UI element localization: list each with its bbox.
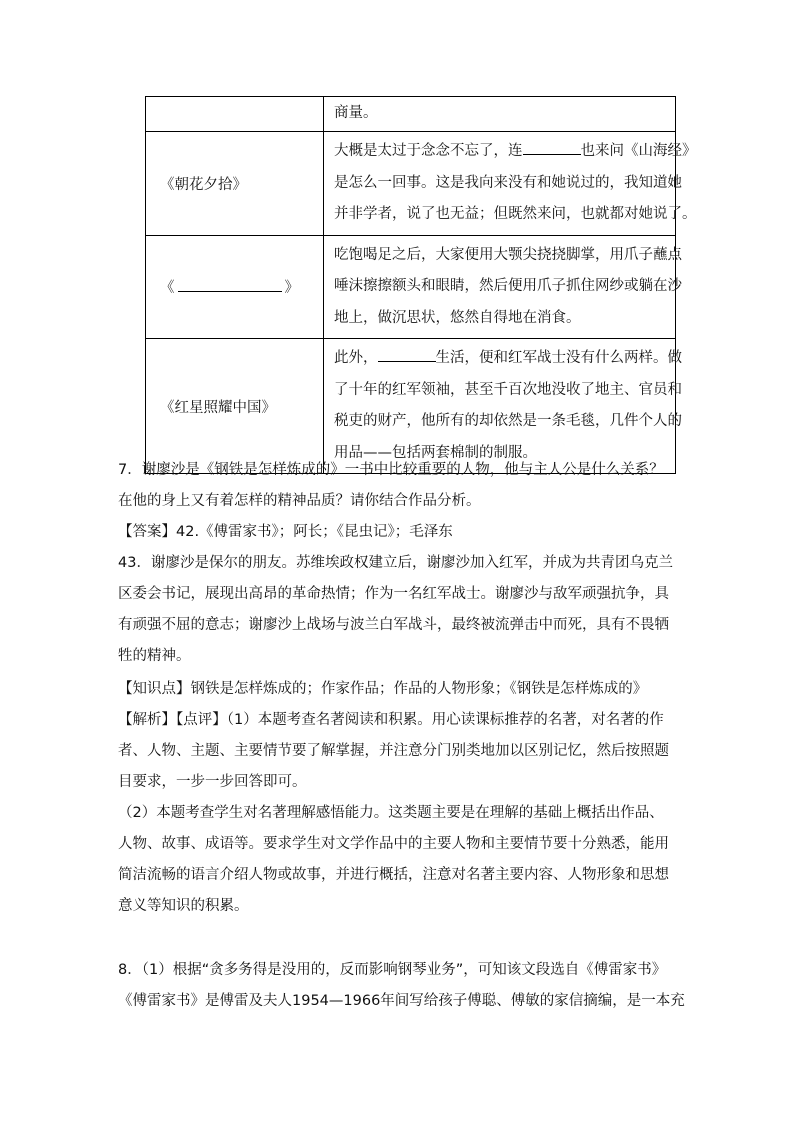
question-8 [118, 955, 685, 1017]
works-table [145, 96, 697, 474]
analysis-line: 【解析】【点评】（1）本题考查名著阅读和积累。用心读课标推荐的名著，对名著的作 [118, 712, 664, 728]
answer-line: 【答案】42.《傅雷家书》；阿长；《昆虫记》；毛泽东 [118, 524, 453, 540]
analysis-line: （2）本题考查学生对名著理解感悟能力。这类题主要是在理解的基础上概括出作品、 [118, 805, 664, 821]
table-cell-title: 《红星照耀中国》 [146, 339, 324, 474]
table-cell-title: 《朝花夕拾》 [146, 132, 324, 236]
table-row [146, 339, 676, 474]
knowledge-line: 【知识点】钢铁是怎样炼成的；作家作品；作品的人物形象；《钢铁是怎样炼成的》 [118, 681, 648, 697]
analysis-line: 者、人物、主题、主要情节要了解掌握，并注意分门别类地加以区别记忆，然后按照题 [118, 743, 669, 759]
table-text-line: 吃饱喝足之后，大家便用大颚尖挠挠脚掌，用爪子蘸点 [334, 246, 682, 263]
table-text-line: 税吏的财产，他所有的却依然是一条毛毯，几件个人的 [334, 413, 682, 429]
table-text-line: 唾沫擦擦额头和眼睛，然后便用爪子抓住网纱或躺在沙 [334, 278, 682, 294]
table-row [146, 235, 676, 339]
table-cell-title: 《 》 [146, 235, 324, 339]
table-text-line: 是怎么一回事。这是我向来没有和她说过的，我知道她 [334, 174, 682, 191]
analysis-section [118, 705, 678, 922]
table-cell-text [324, 97, 676, 132]
table-cell-title [146, 97, 324, 132]
table-text-line: 大概是太过于念念不忘了，连 也来问《山海经》 [334, 136, 675, 168]
table-text-line: 此外， 生活，便和红军战士没有什么两样。做 [334, 343, 675, 375]
table-text-line: 地上，做沉思状，悠然自得地在消食。 [334, 309, 581, 326]
table-cell-text [324, 339, 682, 474]
table-text-line: 用品——包括两套棉制的制服。 [334, 444, 537, 461]
question-7 [118, 455, 678, 517]
question-line: 7．谢廖沙是《钢铁是怎样炼成的》一书中比较重要的人物，他与主人公是什么关系？ [118, 462, 664, 478]
analysis-line: 目要求，一步一步回答即可。 [118, 774, 307, 790]
answer-section [118, 517, 678, 548]
question-line: 《傅雷家书》是傅雷及夫人1954—1966年间写给孩子傅聪、傅敏的家信摘编，是一本充 [118, 993, 685, 1009]
table-row [146, 132, 676, 236]
answer-43 [118, 548, 678, 672]
fill-in-blank [378, 346, 436, 362]
question-line: 在他的身上又有着怎样的精神品质？请你结合作品分析。 [118, 493, 481, 509]
knowledge-points [118, 674, 678, 705]
table-text-line: 了十年的红军领袖，甚至千百次地没收了地主、官员和 [334, 381, 682, 398]
fill-in-blank [523, 139, 581, 155]
table-cell-text [324, 235, 682, 339]
answer-line: 区委会书记，展现出高昂的革命热情；作为一名红军战士。谢廖沙与敌军顽强抗争，具 [118, 586, 669, 602]
answer-line: 43．谢廖沙是保尔的朋友。苏维埃政权建立后，谢廖沙加入红军，并成为共青团乌克兰 [118, 555, 673, 571]
answer-line: 有顽强不屈的意志；谢廖沙上战场与波兰白军战斗，最终被流弹击中而死，具有不畏牺 [118, 617, 669, 633]
analysis-line: 简洁流畅的语言介绍人物或故事，并进行概括，注意对名著主要内容、人物形象和思想 [118, 867, 669, 883]
question-line: 8．（1）根据“贪多务得是没用的，反而影响钢琴业务”，可知该文段选自《傅雷家书》 [118, 962, 667, 978]
analysis-line: 人物、故事、成语等。要求学生对文学作品中的主要人物和主要情节要十分熟悉，能用 [118, 836, 669, 852]
table-cell-text [324, 132, 697, 236]
analysis-line: 意义等知识的积累。 [118, 898, 249, 914]
table-row [146, 97, 676, 132]
fill-in-blank [178, 276, 282, 292]
answer-line: 牲的精神。 [118, 648, 191, 664]
table-text-line: 并非学者，说了也无益；但既然来问，也就都对她说了。 [334, 206, 697, 222]
table-text-line: 商量。 [334, 105, 378, 122]
